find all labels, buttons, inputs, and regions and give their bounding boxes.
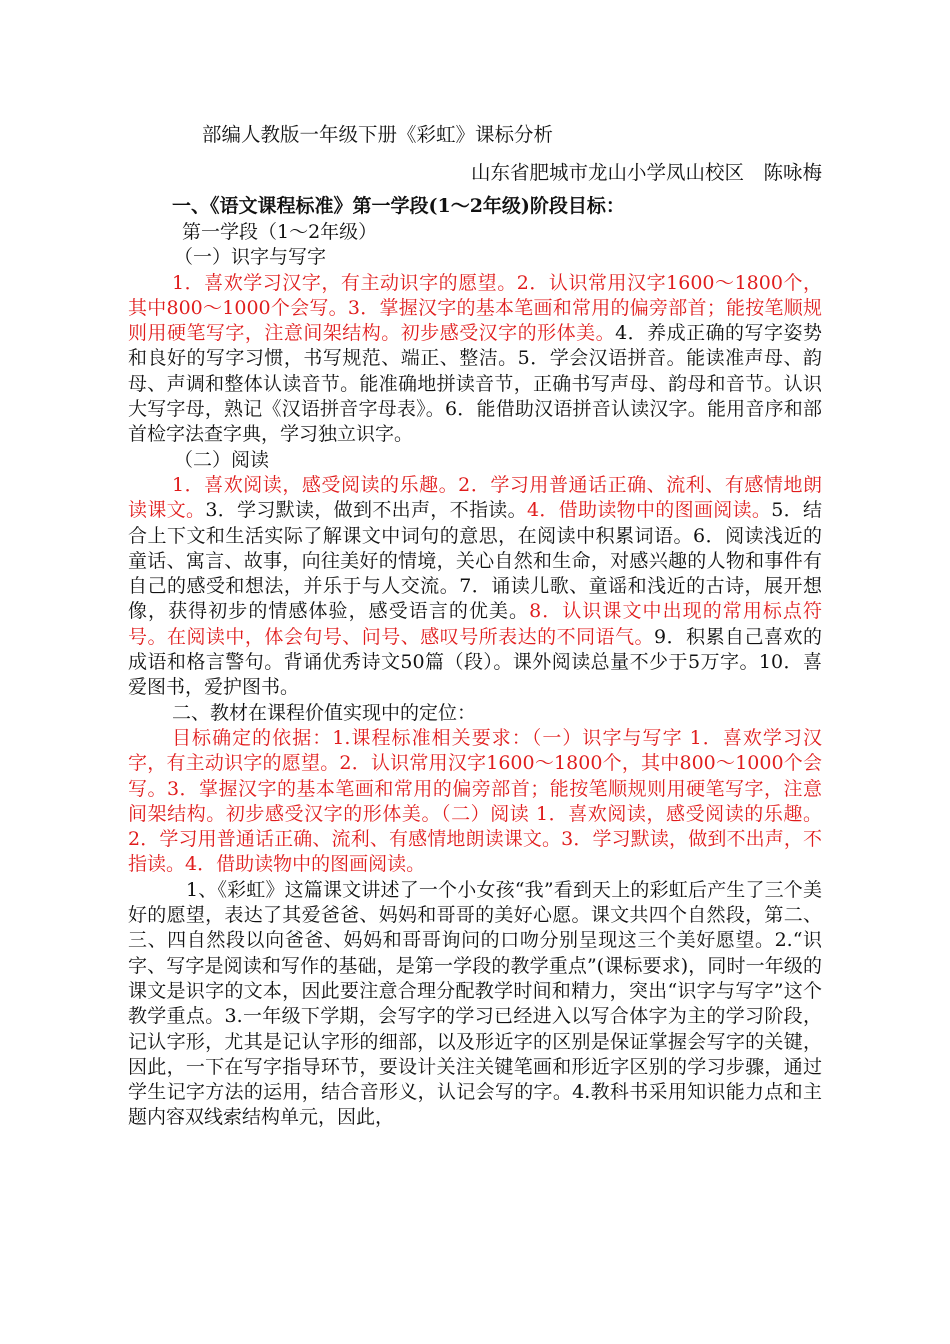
paragraph-goal-basis: 目标确定的依据：1.课程标准相关要求：（一）识字与写字 1．喜欢学习汉字，有主动识字的愿望。2．认识常用汉字1600～1800个，其中800～1000个会写。3．掌握汉字的基本笔画和常用的偏旁部首；能按笔顺规则用硬笔写字，注意间架结构。初步感受汉字的形体美。（二）阅读 1．喜欢阅读，感受阅读的乐趣。2．学习用普通话正确、流利、有感情地朗读课文。3．学习默读，做到不出声，不指读。4．借助读物中的图画阅读。 (128, 726, 822, 876)
paragraph-literacy-goals (128, 271, 822, 448)
highlight-text: 1．喜欢阅读，感受阅读的乐趣。2．学习用普通话正确、流利、有感情地朗读课文。 (128, 473, 822, 522)
body-text: 3．学习默读，做到不出声，不指读。 (205, 499, 527, 522)
document-page (128, 120, 822, 1131)
subsection-literacy-writing: （一）识字与写字 (174, 246, 327, 269)
highlight-text: 8．认识课文中出现的常用标点符号。在阅读中，体会句号、问号、感叹号所表达的不同语气。 (128, 600, 822, 648)
subsection-reading: （二）阅读 (174, 448, 270, 471)
section-heading-positioning: 二、教材在课程价值实现中的定位： (172, 701, 477, 724)
paragraph-lesson-analysis: 1、《彩虹》这篇课文讲述了一个小女孩“我”看到天上的彩虹后产生了三个美好的愿望，表达了其爱爸爸、妈妈和哥哥的美好心愿。课文共四个自然段，第二、三、四自然段以向爸爸、妈妈和哥哥询问的口吻分别呈现这三个美好愿望。2.“识字、写字是阅读和写作的基础，是第一学段的教学重点”(课标要求)，同时一年级的课文是识字的文本，因此要注意合理分配教学时间和精力，突出“识字与写字”这个教学重点。3.一年级下学期，会写字的学习已经进入以写合体字为主的学习阶段，记认字形，尤其是记认字形的细部，以及形近字的区别是保证掌握会写字的关键，因此，一下在写字指导环节，要设计关注关键笔画和形近字区别的学习步骤，通过学生记字方法的运用，结合音形义，认记会写的字。4.教科书采用知识能力点和主题内容双线索结构单元，因此， (128, 878, 822, 1129)
stage-label: 第一学段（1～2年级） (182, 221, 378, 243)
document-author: 山东省肥城市龙山小学凤山校区 陈咏梅 (470, 161, 822, 184)
document-title: 部编人教版一年级下册《彩虹》课标分析 (202, 123, 554, 146)
body-text: 9．积累自己喜欢的成语和格言警句。背诵优秀诗文50篇（段）。课外阅读总量不少于5万字。10．喜爱图书，爱护图书。 (128, 625, 822, 699)
highlight-text: 1．喜欢学习汉字，有主动识字的愿望。2．认识常用汉字1600～1800个，其中800～1000个会写。3．掌握汉字的基本笔画和常用的偏旁部首；能按笔顺规则用硬笔写字，注意间架结构。初步感受汉字的形体美。 (128, 271, 822, 345)
paragraph-reading-goals (128, 473, 822, 701)
body-text: 5．结合上下文和生活实际了解课文中词句的意思，在阅读中积累词语。6．阅读浅近的童话、寓言、故事，向往美好的情境，关心自然和生命，对感兴趣的人物和事件有自己的感受和想法，并乐于与人交流。7．诵读儿歌、童谣和浅近的古诗，展开想像，获得初步的情感体验，感受语言的优美。 (128, 499, 823, 623)
highlight-text: 4．借助读物中的图画阅读。 (526, 499, 772, 522)
body-text: 4．养成正确的写字姿势和良好的写字习惯，书写规范、端正、整洁。5．学会汉语拼音。能读准声母、韵母、声调和整体认读音节。能准确地拼读音节，正确书写声母、韵母和音节。认识大写字母，熟记《汉语拼音字母表》。6．能借助汉语拼音认读汉字。能用音序和部首检字法查字典，学习独立识字。 (128, 322, 822, 446)
section-heading-standards: 一、《语文课程标准》第一学段(1～2年级)阶段目标： (172, 195, 625, 217)
